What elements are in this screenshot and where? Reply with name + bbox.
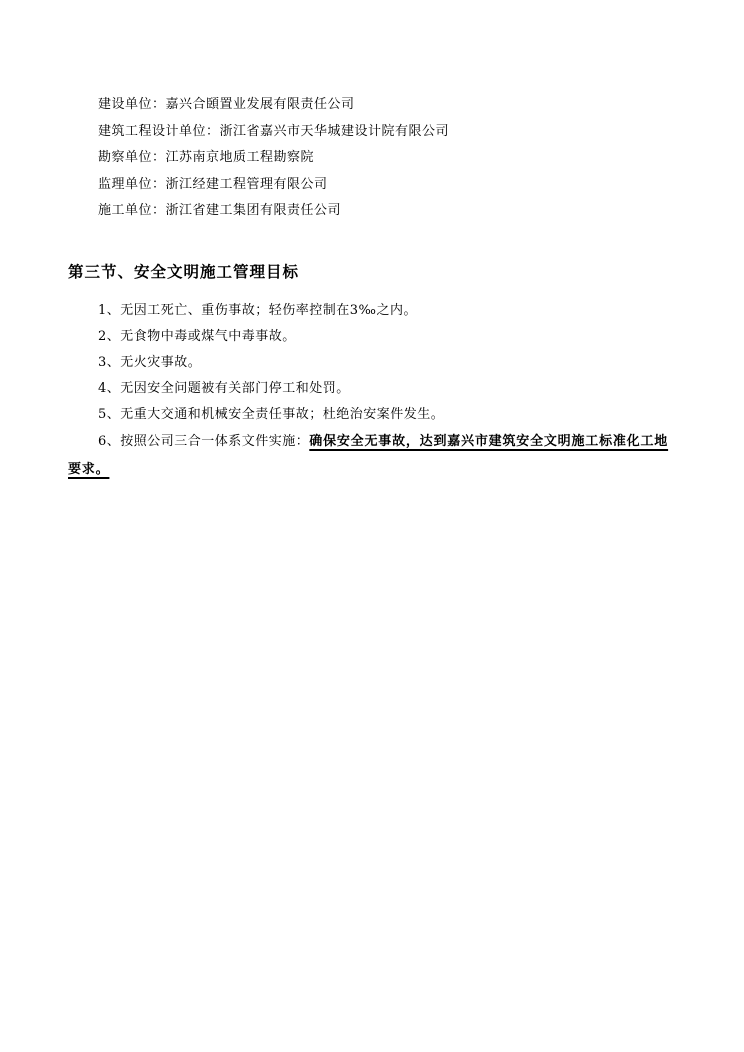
goal-item: 2、无食物中毒或煤气中毒事故。 [98,329,296,344]
goal-6-lead-text: 6、按照公司三合一体系文件实施： [98,434,310,449]
goal-item-6 [68,428,680,484]
goal-item: 1、无因工死亡、重伤事故；轻伤率控制在3‰之内。 [98,303,417,318]
goal-item: 3、无火灾事故。 [98,355,202,370]
goal-6-emphasis-text: 确保安全无事故，达到嘉兴市建筑安全文明施工标准化工地要求。 [68,434,669,477]
survey-unit-line: 勘察单位：江苏南京地质工程勘察院 [98,150,315,165]
contractor-unit-line: 施工单位：浙江省建工集团有限责任公司 [98,203,342,218]
design-unit-line: 建筑工程设计单位：浙江省嘉兴市天华城建设计院有限公司 [98,123,450,139]
goals-list [98,298,444,428]
supervision-unit-line: 监理单位：浙江经建工程管理有限公司 [98,176,328,192]
construction-unit-line: 建设单位：嘉兴合頣置业发展有限责任公司 [98,97,355,112]
goal-item: 5、无重大交通和机械安全责任事故；杜绝治安案件发生。 [98,407,445,422]
project-units-list [98,92,449,225]
goal-item: 4、无因安全问题被有关部门停工和处罚。 [98,381,350,396]
section-heading: 第三节、安全文明施工管理目标 [68,262,300,281]
